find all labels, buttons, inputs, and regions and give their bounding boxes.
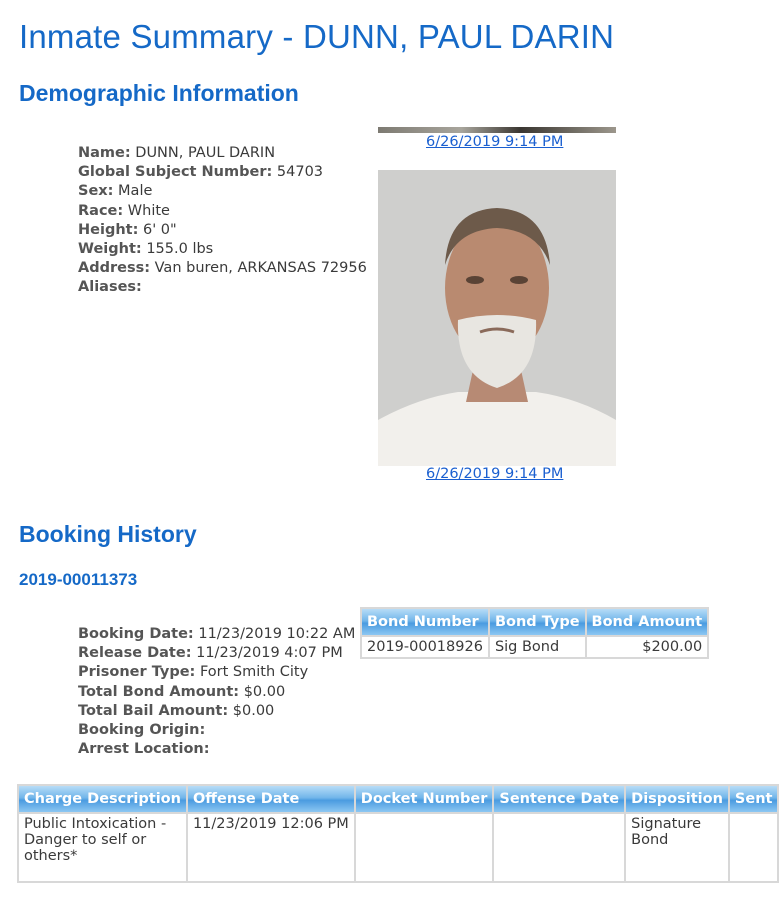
- disposition-header[interactable]: Disposition: [626, 786, 728, 812]
- booking-number: 2019-00011373: [19, 570, 138, 589]
- booking-date: Booking Date: 11/23/2019 10:22 AM: [78, 626, 356, 642]
- photo-1-date-link[interactable]: 6/26/2019 9:14 PM: [426, 134, 564, 150]
- table-row: [19, 814, 777, 881]
- charge-table-header: [19, 786, 777, 812]
- sentence-header[interactable]: Sent: [730, 786, 778, 812]
- info-name: Name: DUNN, PAUL DARIN: [78, 145, 276, 161]
- sentence-cell: [730, 814, 778, 881]
- sentence-date-header[interactable]: Sentence Date: [494, 786, 624, 812]
- offense-date-header[interactable]: Offense Date: [188, 786, 354, 812]
- info-subject-number: Global Subject Number: 54703: [78, 164, 324, 181]
- prisoner-type: Prisoner Type: Fort Smith City: [78, 664, 309, 681]
- arrest-location: Arrest Location:: [78, 741, 210, 758]
- info-aliases: Aliases:: [78, 279, 142, 296]
- demographic-heading: Demographic Information: [19, 80, 299, 106]
- bond-amount-header[interactable]: Bond Amount: [587, 609, 708, 635]
- info-address: Address: Van buren, ARKANSAS 72956: [78, 260, 367, 277]
- bond-amount-cell: $200.00: [587, 637, 708, 657]
- release-date: Release Date: 11/23/2019 4:07 PM: [78, 645, 343, 662]
- total-bail-amount: Total Bail Amount: $0.00: [78, 702, 275, 719]
- bond-type-cell: Sig Bond: [490, 637, 585, 657]
- info-race: Race: White: [78, 202, 170, 219]
- photo-2-date-link[interactable]: 6/26/2019 9:14 PM: [426, 466, 564, 482]
- docket-number-header[interactable]: Docket Number: [356, 786, 493, 812]
- bond-type-header[interactable]: Bond Type: [490, 609, 585, 635]
- info-weight: Weight: 155.0 lbs: [78, 241, 214, 258]
- page-title: Inmate Summary - DUNN, PAUL DARIN: [19, 18, 615, 55]
- info-sex: Sex: Male: [78, 183, 153, 200]
- total-bond-amount: Total Bond Amount: $0.00: [78, 683, 286, 700]
- docket-number-cell: [356, 814, 493, 881]
- booking-origin: Booking Origin:: [78, 722, 206, 739]
- charge-table: [17, 784, 779, 883]
- booking-history-heading: Booking History: [19, 521, 197, 547]
- charge-description-cell: Public Intoxication - Danger to self or others*: [19, 814, 186, 881]
- bond-number-cell: 2019-00018926: [362, 637, 488, 657]
- info-height: Height: 6' 0": [78, 221, 177, 238]
- sentence-date-cell: [494, 814, 624, 881]
- disposition-cell: Signature Bond: [626, 814, 728, 881]
- charge-description-header[interactable]: Charge Description: [19, 786, 186, 812]
- bond-number-header[interactable]: Bond Number: [362, 609, 488, 635]
- offense-date-cell: 11/23/2019 12:06 PM: [188, 814, 354, 881]
